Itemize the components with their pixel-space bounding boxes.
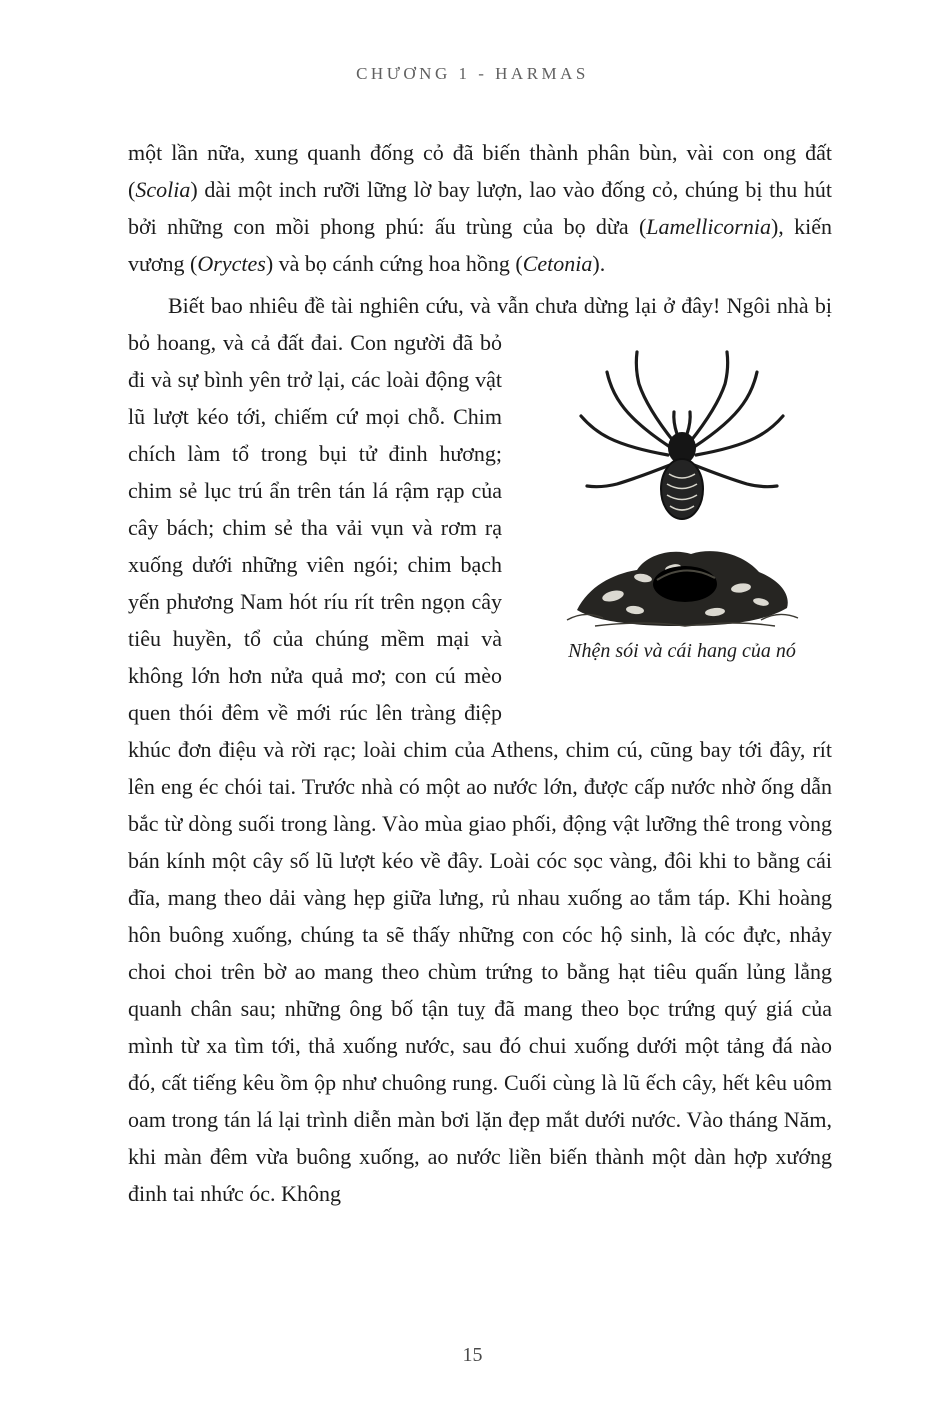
- paragraph-opening: [128, 134, 832, 282]
- body-text: ).: [592, 251, 606, 276]
- figure-caption: Nhện sói và cái hang của nó: [568, 640, 796, 662]
- body-text: Ngôi nhà bị bỏ hoang, và cả đất đai. Con người đã bỏ đi và sự bình yên trở lại, các loài động vật lũ lượt kéo tới, chiếm cứ mọi chỗ. Chim chích làm tổ trong bụi tử đinh hương; chim sẻ lục trú ẩn trên tán lá rậm rạp của cây bách; chim sẻ tha vải vụn và rơm rạ xuống dưới những viên ngói; chim bạch yến phương Nam hót ríu rít trên ngọn cây tiêu huyền, tổ của chúng mềm mại và không lớn hơn nửa quả mơ; con cú mèo quen thói đêm về mới rúc lên tràng điệp khúc đơn điệu và rời rạc; loài chim của Athens, chim cú, cũng bay tới đây, rít lên eng éc chói tai. Trước nhà có một ao nước lớn, được cấp nước nhờ ống dẫn bắc từ dòng suối trong làng. Vào mùa giao phối, động vật lưỡng thê trong vòng bán kính một cây số lũ lượt kéo về đây. Loài cóc sọc vàng, đôi khi to bằng cái đĩa, mang theo dải vàng hẹp giữa lưng, rủ nhau xuống ao tắm táp. Khi hoàng hôn buông xuống, chúng ta sẽ thấy những con cóc hộ sinh, là cóc đực, nhảy choi choi trên bờ ao mang theo chùm trứng to bằng hạt tiêu quấn lủng lẳng quanh chân sau; những ông bố tận tuỵ đã mang theo bọc trứng quý giá của mình từ xa tìm tới, thả xuống nước, sau đó chui xuống dưới một tảng đá nào đó, cất tiếng kêu ồm ộp như chuông rung. Cuối cùng là lũ ếch cây, hết kêu uôm oam trong tán lá lại trình diễn màn bơi lặn đẹp mắt dưới nước. Vào tháng Năm, khi màn đêm vừa buông xuống, ao nước liền biến thành một dàn hợp xướng đinh tai nhức óc. Không: [128, 293, 832, 1206]
- page-number: 15: [462, 1344, 483, 1366]
- species-name-lamellicornia: Lamellicornia: [646, 214, 771, 239]
- page-body: [128, 134, 832, 1212]
- body-text: ) và bọ cánh cứng hoa hồng (: [265, 251, 523, 276]
- running-head: CHƯƠNG 1 - HARMAS: [356, 64, 589, 83]
- body-text: ) dài một inch rưỡi lững lờ bay lượn, lao vào đống cỏ, chúng bị thu hút bởi những con mồi phong phú: ấu trùng của bọ dừa (: [128, 177, 832, 239]
- species-name-oryctes: Oryctes: [197, 251, 266, 276]
- body-text: Biết bao nhiêu đề tài nghiên cứu, và vẫn chưa dừng lại ở đây!: [168, 293, 721, 318]
- species-name-cetonia: Cetonia: [522, 251, 593, 276]
- body-text: ), kiến vương (: [128, 214, 832, 276]
- burrow-illustration: [565, 538, 800, 630]
- wolf-spider-illustration: [577, 346, 787, 538]
- figure-wolf-spider: [532, 346, 832, 730]
- species-name-scolia: Scolia: [135, 177, 191, 202]
- paragraph-main: [128, 287, 832, 1212]
- body-text: một lần nữa, xung quanh đống cỏ đã biến thành phân bùn, vài con ong đất (: [128, 140, 832, 202]
